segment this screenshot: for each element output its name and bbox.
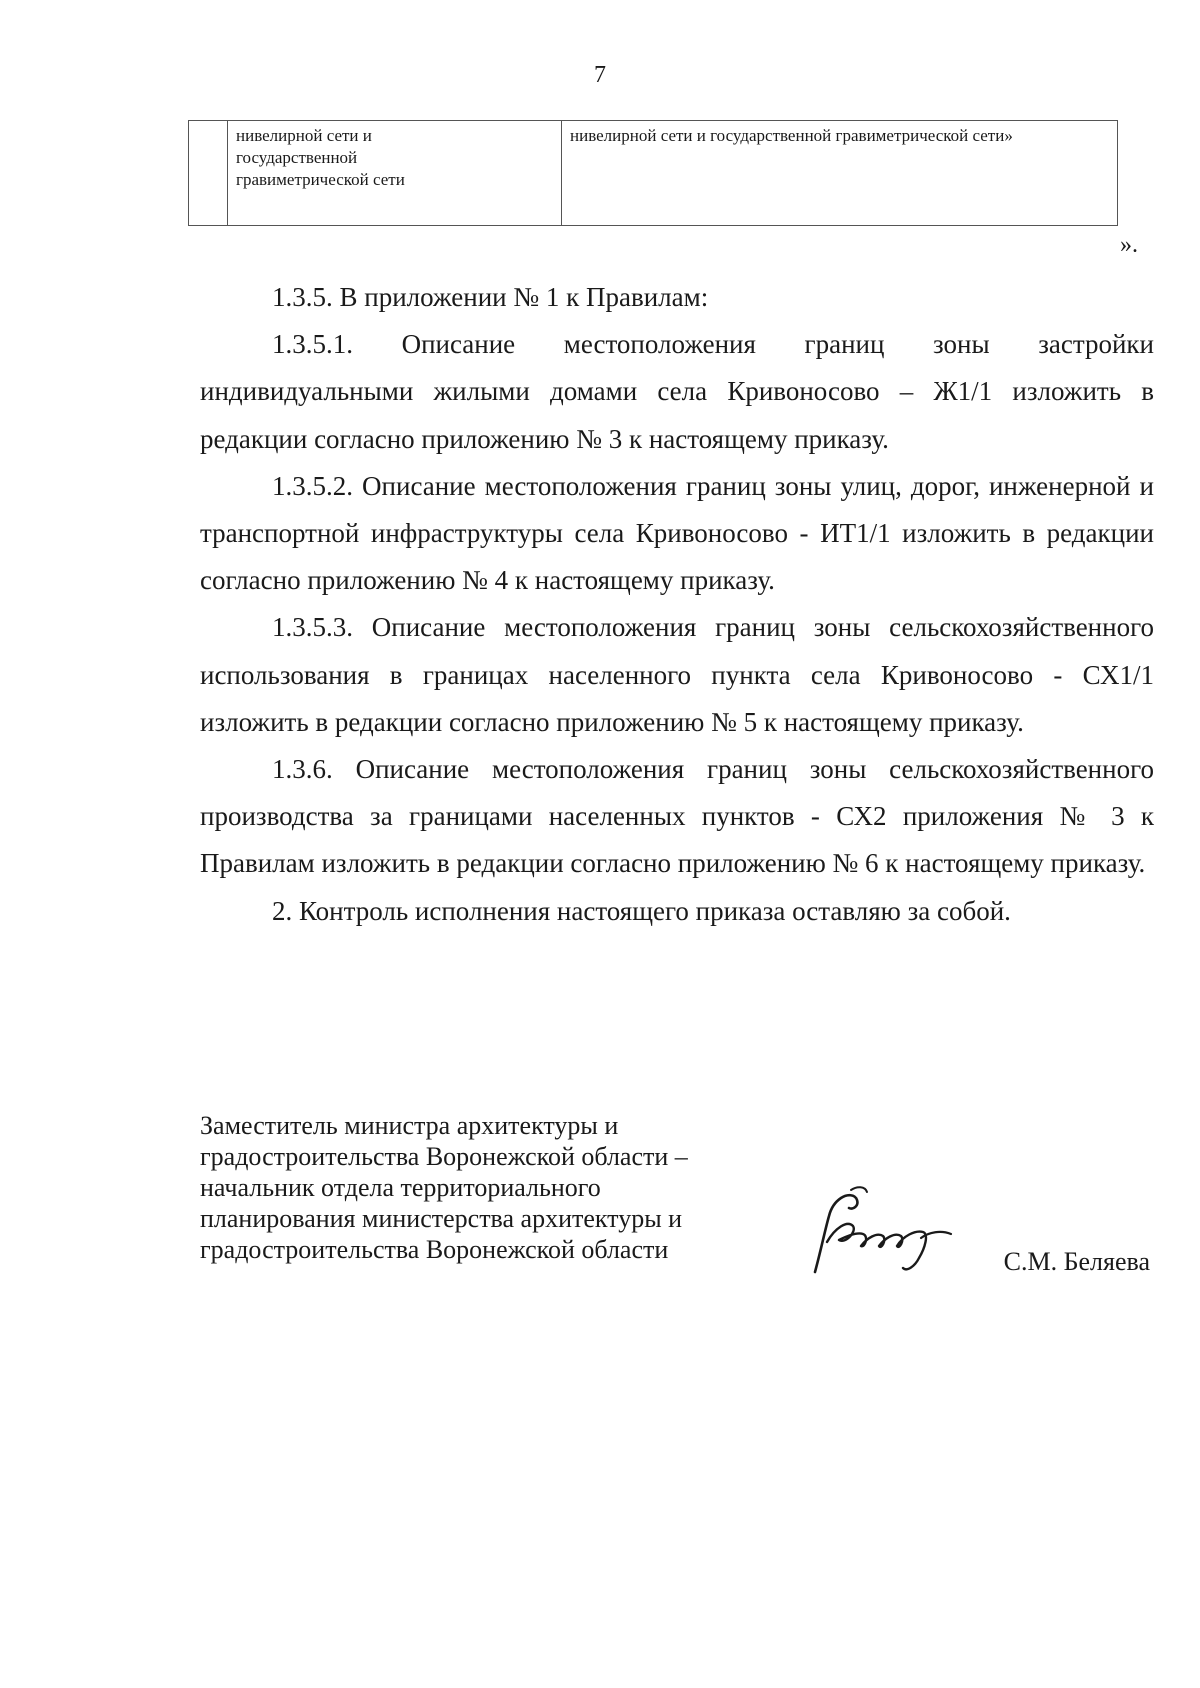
paragraph-1-3-5: 1.3.5. В приложении № 1 к Правилам: (272, 282, 709, 312)
paragraph-1-3-6: 1.3.6. Описание местоположения границ зоны сельскохозяйственного производства за границами населенных пунктов - СХ2 приложения № 3 к Правилам изложить в редакции согласно приложению № 6 к настоящему приказу. (200, 754, 1154, 879)
paragraph-1-3-5-1: 1.3.5.1. Описание местоположения границ зоны застройки индивидуальными жилыми домами села Кривоносово – Ж1/1 изложить в редакции согласно приложению № 3 к настоящему приказу. (200, 329, 1154, 454)
paragraph-2: 2. Контроль исполнения настоящего приказа оставляю за собой. (272, 895, 1011, 926)
table-row (189, 121, 1118, 226)
signature-block (200, 1110, 1160, 1276)
signatory-title-line: начальник отдела территориального (200, 1173, 601, 1202)
document-body (200, 274, 1154, 935)
signatory-name: С.М. Беляева (1003, 1247, 1150, 1276)
page-number: 7 (594, 62, 606, 88)
signatory-title (200, 1110, 760, 1265)
table-continuation (188, 120, 1118, 226)
table-cell-name-line: нивелирной сети и (236, 126, 372, 145)
table-cell-name-line: государственной (236, 148, 358, 167)
closing-quote: ». (1120, 232, 1138, 258)
table-cell-name-line: гравиметрической сети (236, 170, 405, 189)
paragraph-1-3-5-2: 1.3.5.2. Описание местоположения границ зоны улиц, дорог, инженерной и транспортной инфраструктуры села Кривоносово - ИТ1/1 изложить в редакции согласно приложению № 4 к настоящему приказу. (200, 470, 1154, 596)
paragraph-1-3-5-3: 1.3.5.3. Описание местоположения границ зоны сельскохозяйственного использования в границах населенного пункта села Кривоносово - СХ1/1 изложить в редакции согласно приложению № 5 к настоящему приказу. (200, 612, 1154, 737)
table-cell-name (228, 121, 562, 226)
signatory-title-line: градостроительства Воронежской области – (200, 1142, 688, 1171)
signatory-title-line: планирования министерства архитектуры и (200, 1204, 683, 1233)
signatory-title-line: градостроительства Воронежской области (200, 1235, 669, 1264)
table-cell-number (189, 121, 228, 226)
handwritten-signature-icon (795, 1180, 965, 1280)
signatory-title-line: Заместитель министра архитектуры и (200, 1111, 619, 1140)
table-cell-description: нивелирной сети и государственной гравиметрической сети» (562, 121, 1118, 226)
